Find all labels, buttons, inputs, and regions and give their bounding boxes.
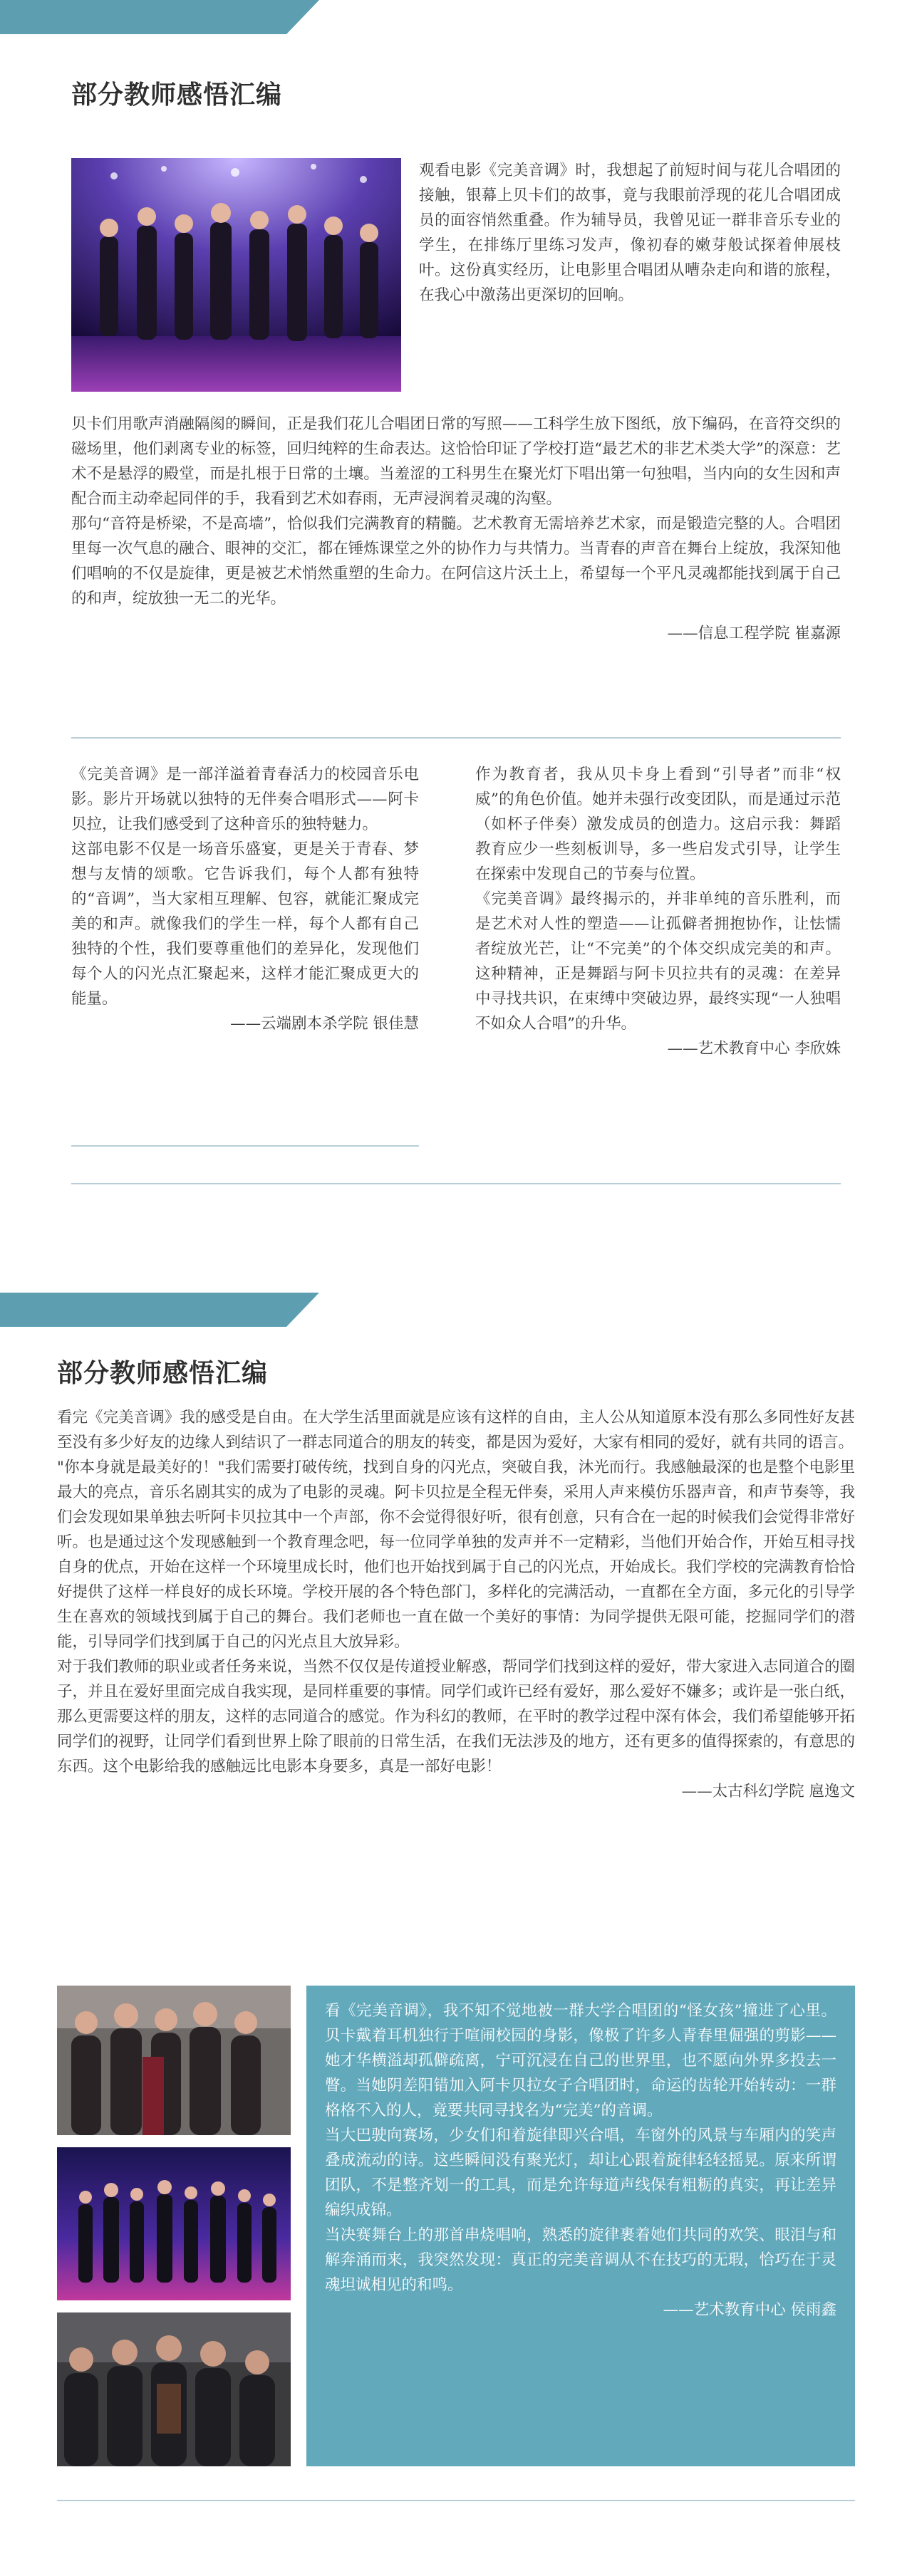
box-paragraph1: 看《完美音调》，我不知不觉地被一群大学合唱团的“怪女孩”撞进了心里。贝卡戴着耳机独行于喧闹校园的身影，像极了许多人青春里倔强的剪影——她才华横溢却孤僻疏离，宁可沉浸在自己的世界里，也不愿向外界多投去一瞥。当她阴差阳错加入阿卡贝拉女子合唱团时，命运的齿轮开始转动：一群格格不入的人，竟要共同寻找名为“完美”的音调。 [325, 2002, 836, 2119]
section2-paragraph3: 对于我们教师的职业或者任务来说，当然不仅仅是传道授业解惑，帮同学们找到这样的爱好，带大家进入志同道合的圈子，并且在爱好里面完成自我实现，是同样重要的事情。同学们或许已经有爱好，那么爱好不嫌多；或许是一张白纸，那么更需要这样的朋友，这样的志同道合的感觉。作为科幻的教师，在平时的教学过程中深有体会，我们希望能够开拓同学们的视野，让同学们看到世界上除了眼前的日常生活，在我们无法涉及的地方，还有更多的值得探索的，有意思的东西。这个电影给我的感触远比电影本身要多，真是一部好电影！ [57, 1658, 855, 1775]
section1-paragraph2: 贝卡们用歌声消融隔阂的瞬间，正是我们花儿合唱团日常的写照——工科学生放下图纸，放下编码，在音符交织的磁场里，他们剥离专业的标签，回归纯粹的生命表达。这恰恰印证了学校打造“最艺术的非艺术类大学”的深意：艺术不是悬浮的殿堂，而是扎根于日常的土壤。当羞涩的工科男生在聚光灯下唱出第一句独唱，当内向的女生因和声配合而主动牵起同伴的手，我看到艺术如春雨，无声浸润着灵魂的沟壑。 [71, 415, 841, 508]
right-col-paragraph2: 《完美音调》最终揭示的，并非单纯的音乐胜利，而是艺术对人性的塑造——让孤僻者拥抱协作，让怯懦者绽放光芒，让“不完美”的个体交织成完美的和声。这种精神，正是舞蹈与阿卡贝拉共有的灵魂：在差异中寻找共识，在束缚中突破边界，最终实现“一人独唱不如众人合唱”的升华。 [475, 890, 841, 1033]
section1-lead-paragraph: 观看电影《完美音调》时，我想起了前短时间与花儿合唱团的接触，银幕上贝卡们的故事，竟与我眼前浮现的花儿合唱团成员的面容悄然重叠。作为辅导员，我曾见证一群非音乐专业的学生，在排练厅里练习发声，像初春的嫩芽般试探着伸展枝叶。这份真实经历，让电影里合唱团从嘈杂走向和谐的旅程，在我心中激荡出更深切的回响。 [419, 162, 841, 304]
section1-body [71, 412, 841, 646]
group-photo-crowd [57, 2312, 291, 2466]
left-col-paragraph1: 《完美音调》是一部洋溢着青春活力的校园音乐电影。影片开场就以独特的无伴奏合唱形式——阿卡贝拉，让我们感受到了这种音乐的独特魅力。 [71, 766, 419, 833]
box-paragraph3: 当决赛舞台上的那首串烧唱响，熟悉的旋律裹着她们共同的欢笑、眼泪与和解奔涌而来，我突然发现：真正的完美音调从不在技巧的无瑕，恰巧在于灵魂坦诚相见的和鸣。 [325, 2226, 836, 2294]
section1-title: 部分教师感悟汇编 [71, 80, 283, 110]
section1-paragraph3: 那句“音符是桥梁，不是高墙”，恰似我们完满教育的精髓。艺术教育无需培养艺术家，而是锻造完整的人。合唱团里每一次气息的融合、眼神的交汇，都在锤炼课堂之外的协作力与共情力。当青春的声音在舞台上绽放，我深知他们唱响的不仅是旋律，更是被艺术悄然重塑的生命力。在阿信这片沃土上，希望每一个平凡灵魂都能找到属于自己的和声，绽放独一无二的光华。 [71, 515, 841, 608]
box-signature: ——艺术教育中心 侯雨鑫 [663, 2301, 836, 2319]
section2-bottom-divider [57, 2500, 855, 2501]
left-col-signature: ——云端剧本杀学院 银佳慧 [230, 1015, 419, 1033]
section2-signature: ——太古科幻学院 扈逸文 [681, 1783, 855, 1800]
section2-banner [0, 1293, 319, 1327]
section1-left-column [71, 762, 419, 1036]
section2-quote-box [306, 1986, 855, 2466]
right-col-signature: ——艺术教育中心 李欣姝 [667, 1040, 841, 1058]
section1-signature: ——信息工程学院 崔嘉源 [667, 625, 841, 642]
stage-performance-photo [71, 158, 401, 392]
section1-divider-top [71, 737, 841, 739]
section2-paragraph2: "你本身就是最美好的！"我们需要打破传统，找到自身的闪光点，突破自我，沐光而行。我感触最深的也是整个电影里最大的亮点，音乐名剧其实的成为了电影的灵魂。阿卡贝拉是全程无伴奏，采用人声来模仿乐器声音，和声节奏等，我们会发现如果单独去听阿卡贝拉其中一个声部，你不会觉得很好听，很有创意，只有合在一起的时候我们会觉得非常好听。也是通过这个发现感触到一个教育理念吧，每一位同学单独的发声并不一定精彩，当他们开始合作，开始互相寻找自身的优点，开始在这样一个环境里成长时，他们也开始找到属于自己的闪光点，开始成长。我们学校的完满教育恰恰好提供了这样一样良好的成长环境。学校开展的各个特色部门，多样化的完满活动，一直都在全方面，多元化的引导学生在喜欢的领域找到属于自己的舞台。我们老师也一直在做一个美好的事情：为同学提供无限可能，挖掘同学们的潜能，引导同学们找到属于自己的闪光点且大放异彩。 [57, 1459, 855, 1651]
section1-right-column [475, 762, 841, 1061]
left-col-paragraph2: 这部电影不仅是一场音乐盛宴，更是关于青春、梦想与友情的颂歌。它告诉我们，每个人都有独特的“音调”，当大家相互理解、包容，就能汇聚成完美的和声。就像我们的学生一样，每个人都有自己独特的个性，我们要尊重他们的差异化，发现他们每个人的闪光点汇聚起来，这样才能汇聚成更大的能量。 [71, 840, 419, 1008]
box-paragraph2: 当大巴驶向赛场，少女们和着旋律即兴合唱，车窗外的风景与车厢内的笑声叠成流动的诗。这些瞬间没有聚光灯，却让心跟着旋律轻轻摇晃。原来所谓团队，不是整齐划一的工具，而是允许每道声线保有粗粝的真实，再让差异编织成锦。 [325, 2127, 836, 2219]
section2-body [57, 1405, 855, 1804]
stage-performance-photo-2 [57, 2147, 291, 2300]
group-photo-hallway [57, 1986, 291, 2135]
section1-banner [0, 0, 319, 34]
section1-bottom-divider [71, 1183, 841, 1184]
section2-paragraph1: 看完《完美音调》我的感受是自由。在大学生活里面就是应该有这样的自由，主人公从知道原本没有那么多同性好友甚至没有多少好友的边缘人到结识了一群志同道合的朋友的转变，都是因为爱好，大家有相同的爱好，就有共同的语言。 [57, 1409, 855, 1451]
section1-lead-text [419, 158, 841, 308]
section1-left-divider [71, 1145, 419, 1147]
section2-title: 部分教师感悟汇编 [57, 1359, 269, 1388]
right-col-paragraph1: 作为教育者，我从贝卡身上看到“引导者”而非“权威”的角色价值。她并未强行改变团队，而是通过示范（如杯子伴奏）激发成员的创造力。这启示我：舞蹈教育应少一些刻板训导，多一些启发式引导，让学生在探索中发现自己的节奏与位置。 [475, 766, 841, 883]
